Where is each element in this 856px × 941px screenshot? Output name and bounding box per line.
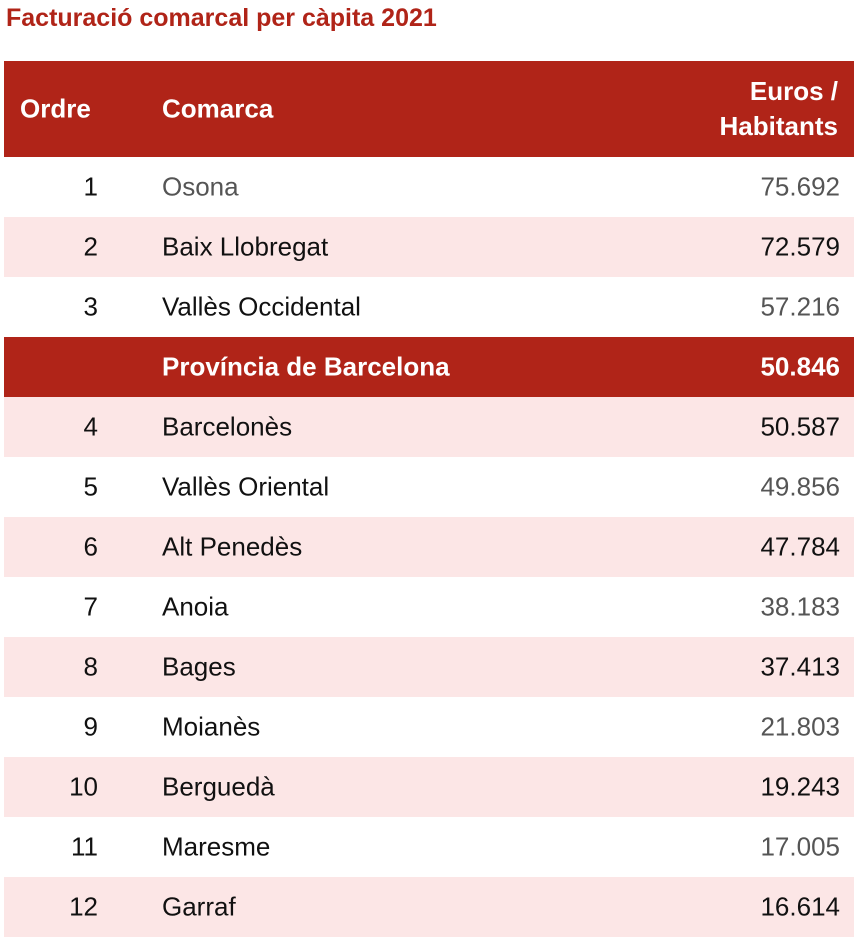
table-row (4, 757, 854, 817)
cell-comarca: Garraf (162, 891, 236, 922)
table-row (4, 397, 854, 457)
cell-value: 50.587 (760, 411, 840, 442)
cell-comarca: Vallès Oriental (162, 471, 330, 502)
table-row (4, 457, 854, 517)
table-row (4, 637, 854, 697)
cell-ordre: 5 (83, 471, 98, 502)
cell-value: 19.243 (760, 771, 840, 802)
cell-ordre: 2 (83, 231, 98, 262)
cell-value: 57.216 (760, 291, 840, 322)
cell-ordre: 7 (83, 591, 98, 622)
table-row (4, 517, 854, 577)
cell-comarca: Barcelonès (162, 411, 293, 442)
table-row (4, 817, 854, 877)
cell-comarca: Moianès (162, 711, 261, 742)
cell-comarca: Osona (162, 171, 239, 202)
column-header-ordre: Ordre (20, 93, 91, 124)
cell-comarca: Vallès Occidental (162, 291, 361, 322)
table-row (4, 157, 854, 217)
cell-comarca: Berguedà (162, 771, 275, 802)
cell-value: 49.856 (760, 471, 840, 502)
page-title: Facturació comarcal per càpita 2021 (6, 4, 437, 32)
table-row (4, 697, 854, 757)
cell-comarca: Bages (162, 651, 236, 682)
cell-value: 47.784 (760, 531, 840, 562)
column-header-value-line2: Habitants (719, 111, 838, 141)
cell-ordre: 11 (71, 831, 98, 862)
cell-ordre: 4 (83, 411, 98, 442)
cell-value: 38.183 (760, 591, 840, 622)
table-row (4, 217, 854, 277)
column-header-value (720, 74, 838, 144)
table-row (4, 577, 854, 637)
cell-value: 17.005 (760, 831, 840, 862)
table-row (4, 277, 854, 337)
cell-value: 50.846 (760, 351, 840, 382)
cell-value: 75.692 (760, 171, 840, 202)
cell-value: 37.413 (760, 651, 840, 682)
column-header-value-line1: Euros / (749, 76, 838, 106)
cell-ordre: 9 (83, 711, 98, 742)
cell-value: 16.614 (760, 891, 840, 922)
province-total-row (4, 337, 854, 397)
cell-ordre: 6 (83, 531, 98, 562)
cell-ordre: 3 (83, 291, 98, 322)
cell-comarca: Província de Barcelona (162, 351, 450, 382)
cell-ordre: 1 (83, 171, 98, 202)
cell-value: 72.579 (760, 231, 840, 262)
cell-comarca: Baix Llobregat (162, 231, 329, 262)
cell-ordre: 10 (69, 771, 98, 802)
cell-comarca: Anoia (162, 591, 229, 622)
cell-value: 21.803 (760, 711, 840, 742)
table-header (4, 61, 854, 157)
ranking-table (4, 61, 854, 937)
cell-comarca: Maresme (162, 831, 271, 862)
cell-ordre: 8 (83, 651, 98, 682)
cell-comarca: Alt Penedès (162, 531, 303, 562)
cell-ordre: 12 (69, 891, 98, 922)
table-row (4, 877, 854, 937)
column-header-comarca: Comarca (162, 93, 274, 124)
